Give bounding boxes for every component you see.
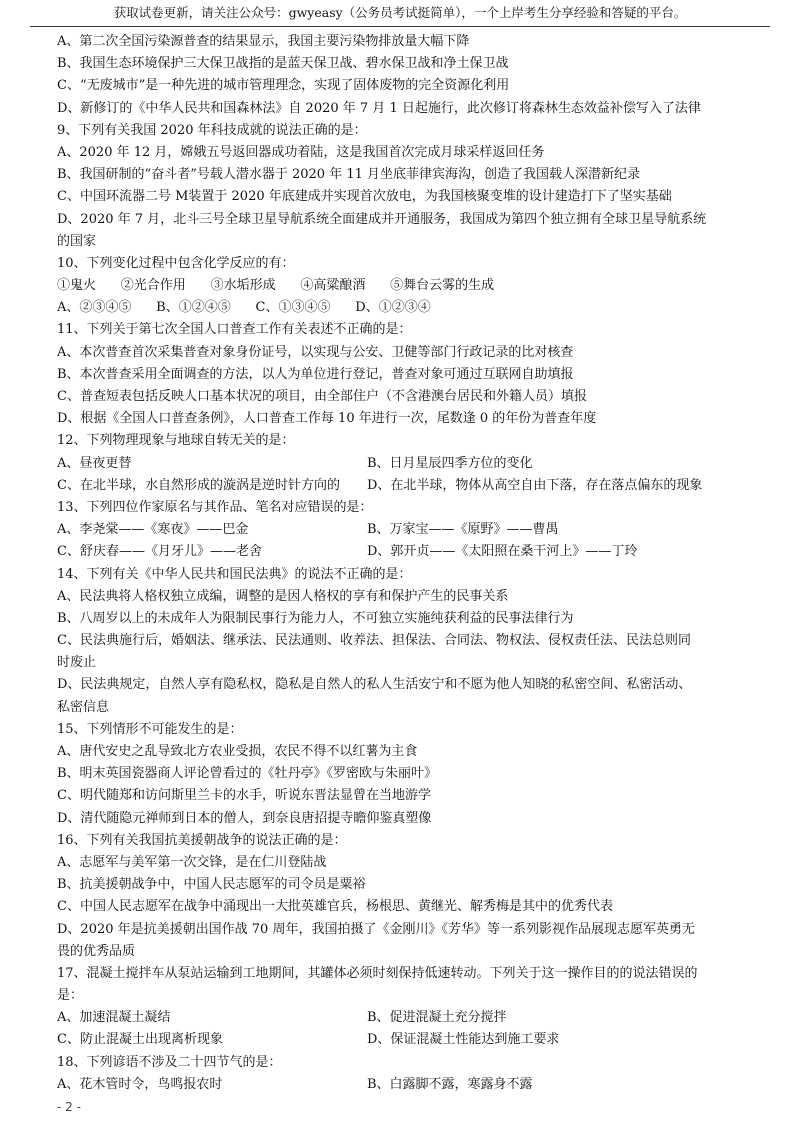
q15-option-d: D、清代随隐元禅师到日本的僧人，到奈良唐招提寺瞻仰鉴真塑像 [57, 810, 432, 826]
q14-option-d-cont: 私密信息 [57, 699, 110, 715]
q11-option-b: B、本次普查采用全面调查的方法，以人为单位进行登记，普查对象可通过互联网自助填报 [57, 366, 574, 382]
q14-option-d: D、民法典规定，自然人享有隐私权，隐私是自然人的私人生活安宁和不愿为他人知晓的私密空间、私密活动、 [57, 677, 692, 693]
question-stem-12: 12、下列物理现象与地球自转无关的是： [57, 433, 295, 449]
q12-option-a: A、昼夜更替 [57, 455, 132, 471]
q10-options: A、②③④⑤ B、①②④⑤ C、①③④⑤ D、①②③④ [57, 300, 431, 316]
q12-row-ab [57, 453, 757, 475]
q13-row-cd [57, 541, 757, 563]
q18-option-b: B、白露脚不露，寒露身不露 [367, 1076, 533, 1092]
q16-option-a: A、志愿军与美军第一次交锋，是在仁川登陆战 [57, 854, 327, 870]
q13-row-ab [57, 519, 757, 541]
q12-option-d: D、在北半球，物体从高空自由下落，存在落点偏东的现象 [367, 477, 703, 493]
q9-option-d: D、2020 年 7 月，北斗三号全球卫星导航系统全面建成并开通服务，我国成为第四个独立拥有全球卫星导航系统 [57, 211, 707, 227]
q11-option-a: A、本次普查首次采集普查对象身份证号，以实现与公安、卫健等部门行政记录的比对核查 [57, 344, 574, 360]
q13-option-d: D、郭开贞——《太阳照在桑干河上》——丁玲 [367, 544, 638, 560]
question-stem-17-cont: 是： [57, 988, 84, 1004]
question-stem-9: 9、下列有关我国 2020 年科技成就的说法正确的是： [57, 122, 367, 138]
question-stem-10: 10、下列变化过程中包含化学反应的有： [57, 255, 295, 271]
q11-option-d: D、根据《全国人口普查条例》，人口普查工作每 10 年进行一次，尾数逢 0 的年份为普查年度 [57, 411, 597, 427]
q17-row-ab [57, 1007, 757, 1029]
question-stem-11: 11、下列关于第七次全国人口普查工作有关表述不正确的是： [57, 322, 412, 338]
exam-content [57, 31, 757, 1096]
option-line: A、第二次全国污染源普查的结果显示，我国主要污染物排放量大幅下降 [57, 34, 470, 49]
q18-row-ab [57, 1074, 757, 1096]
q17-option-d: D、保证混凝土性能达到施工要求 [367, 1032, 560, 1048]
q17-option-a: A、加速混凝土凝结 [57, 1010, 171, 1026]
question-stem-14: 14、下列有关《中华人民共和国民法典》的说法不正确的是： [57, 566, 412, 582]
q13-option-a: A、李尧棠——《寒夜》——巴金 [57, 522, 249, 538]
question-stem-15: 15、下列情形不可能发生的是： [57, 721, 243, 737]
q17-option-c: C、防止混凝土出现离析现象 [57, 1032, 223, 1048]
q12-option-c: C、在北半球，水自然形成的漩涡是逆时针方向的 [57, 477, 340, 493]
q14-option-b: B、八周岁以上的未成年人为限制民事行为能力人，不可独立实施纯获利益的民事法律行为 [57, 610, 574, 626]
q13-option-c: C、舒庆春——《月牙儿》——老舍 [57, 544, 262, 560]
q16-option-d: D、2020 年是抗美援朝出国作战 70 周年，我国拍摄了《金刚川》《芳华》等一系列影视作品展现志愿军英勇无 [57, 921, 695, 937]
question-stem-16: 16、下列有关我国抗美援朝战争的说法正确的是： [57, 832, 347, 848]
q9-option-b: B、我国研制的“奋斗者”号载人潜水器于 2020 年 11 月坐底菲律宾海沟，创造了我国载人深潜新纪录 [57, 167, 641, 183]
option-line: C、“无废城市”是一种先进的城市管理理念，实现了固体废物的完全资源化利用 [57, 78, 510, 94]
question-stem-13: 13、下列四位作家原名与其作品、笔名对应错误的是： [57, 499, 373, 515]
question-stem-17: 17、混凝土搅拌车从泵站运输到工地期间，其罐体必须时刻保持低速转动。下列关于这一操作目的的说法错误的 [57, 965, 698, 981]
q17-option-b: B、促进混凝土充分搅拌 [367, 1010, 507, 1026]
q15-option-b: B、明末英国瓷器商人评论曾看过的《牡丹亭》《罗密欧与朱丽叶》 [57, 766, 438, 782]
q14-option-a: A、民法典将人格权独立成编，调整的是因人格权的享有和保护产生的民事关系 [57, 588, 509, 604]
page-number: - 2 - [57, 1100, 81, 1114]
q9-option-c: C、中国环流器二号 M装置于 2020 年底建成并实现首次放电，为我国核聚变堆的设计建造打下了坚实基础 [57, 189, 672, 205]
option-line: B、我国生态环境保护三大保卫战指的是蓝天保卫战、碧水保卫战和净土保卫战 [57, 56, 509, 72]
question-stem-18: 18、下列谚语不涉及二十四节气的是： [57, 1054, 282, 1070]
q16-option-c: C、中国人民志愿军在战争中涌现出一大批英雄官兵，杨根思、黄继光、解秀梅是其中的优秀代表 [57, 899, 613, 915]
q13-option-b: B、万家宝——《原野》——曹禺 [367, 522, 559, 538]
q16-option-b: B、抗美援朝战争中，中国人民志愿军的司令员是粟裕 [57, 877, 366, 893]
q10-items: ①鬼火 ②光合作用 ③水垢形成 ④高粱酿酒 ⑤舞台云雾的生成 [57, 278, 495, 294]
q12-row-cd [57, 475, 757, 497]
q14-option-c: C、民法典施行后，婚姻法、继承法、民法通则、收养法、担保法、合同法、物权法、侵权责任法、民法总则同 [57, 633, 691, 649]
q9-option-d-cont: 的国家 [57, 233, 97, 249]
q16-option-d-cont: 畏的优秀品质 [57, 943, 136, 959]
q9-option-a: A、2020 年 12 月，嫦娥五号返回器成功着陆，这是我国首次完成月球采样返回任务 [57, 144, 545, 160]
q15-option-a: A、唐代安史之乱导致北方农业受损，农民不得不以红薯为主食 [57, 744, 418, 759]
q11-option-c: C、普查短表包括反映人口基本状况的项目，由全部住户（不含港澳台居民和外籍人员）填报 [57, 389, 587, 404]
q15-option-c: C、明代随郑和访问斯里兰卡的水手，听说东晋法显曾在当地游学 [57, 788, 431, 804]
q18-option-a: A、花木管时令，鸟鸣报农时 [57, 1076, 223, 1092]
option-line: D、新修订的《中华人民共和国森林法》自 2020 年 7 月 1 日起施行，此次修订将森林生态效益补偿写入了法律 [57, 100, 701, 116]
q14-option-c-cont: 时废止 [57, 655, 97, 671]
q17-row-cd [57, 1029, 757, 1051]
q12-option-b: B、日月星辰四季方位的变化 [367, 455, 533, 471]
page-header-banner: 获取试卷更新，请关注公众号：gwyeasy（公务员考试挺简单），一个上岸考生分享经验和答疑的平台。 [30, 0, 770, 27]
